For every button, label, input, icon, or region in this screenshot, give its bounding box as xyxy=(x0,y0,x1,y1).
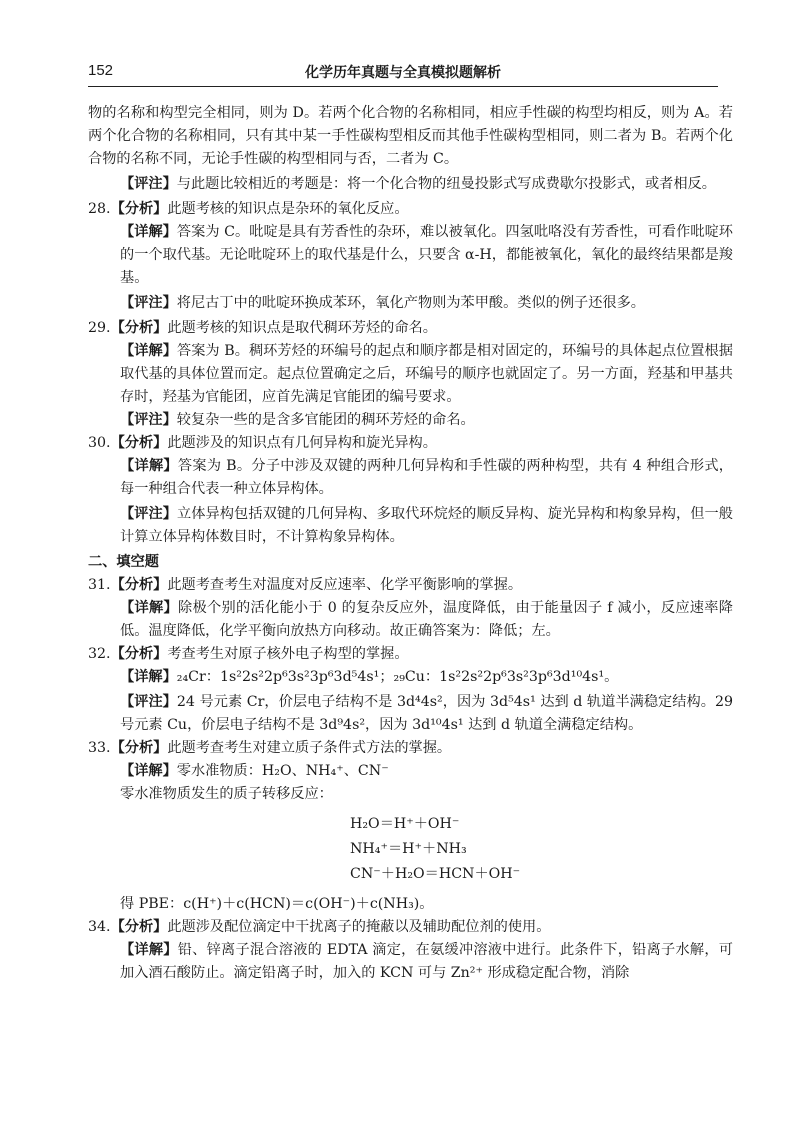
detail-text: 答案为 B。分子中涉及双键的两种几何异构和手性碳的两种构型，共有 4 种组合形式，每一种组合代表一种立体异构体。 xyxy=(120,458,733,497)
page-number: 152 xyxy=(88,62,114,79)
q31-analysis xyxy=(88,574,733,597)
page-body xyxy=(88,102,733,985)
detail-tag: 【详解】 xyxy=(120,942,178,958)
section-heading: 二、填空题 xyxy=(88,554,159,570)
q32-comment xyxy=(88,691,733,737)
analysis-tag: 【分析】 xyxy=(110,577,168,593)
q30-detail xyxy=(88,455,733,501)
question-number: 28. xyxy=(88,201,111,217)
comment-tag: 【评注】 xyxy=(120,295,177,311)
detail-text: 答案为 C。吡啶是具有芳香性的杂环，难以被氧化。四氢吡咯没有芳香性，可看作吡啶环的一个取代基。无论吡啶环上的取代基是什么，只要含 α-H，都能被氧化，氧化的最终结果都是羧基。 xyxy=(120,224,733,286)
analysis-text: 此题涉及的知识点有几何异构和旋光异构。 xyxy=(167,435,437,451)
analysis-text: 此题涉及配位滴定中干扰离子的掩蔽以及辅助配位剂的使用。 xyxy=(167,919,551,935)
detail-tag: 【详解】 xyxy=(120,763,177,779)
q33-pbe: 得 PBE：c(H⁺)＋c(HCN)＝c(OH⁻)＋c(NH₃)。 xyxy=(120,896,434,912)
q28-detail xyxy=(88,221,733,290)
q34-detail xyxy=(88,939,733,985)
detail-text: 铅、锌离子混合溶液的 EDTA 滴定，在氨缓冲溶液中进行。此条件下，铅离子水解，可加入酒石酸防止。滴定铅离子时，加入的 KCN 可与 Zn²⁺ 形成稳定配合物，消除 xyxy=(120,942,733,981)
analysis-tag: 【分析】 xyxy=(110,320,168,336)
q32-detail xyxy=(88,666,733,689)
q29-comment xyxy=(88,409,733,432)
detail-tag: 【详解】 xyxy=(120,343,177,359)
equation-2: NH₄⁺＝H⁺＋NH₃ xyxy=(350,841,467,857)
question-number: 34. xyxy=(88,919,111,935)
q30-analysis xyxy=(88,432,733,455)
detail-text: 零水准物质：H₂O、NH₄⁺、CN⁻ xyxy=(176,763,389,779)
comment-tag: 【评注】 xyxy=(120,412,177,428)
comment-text: 与此题比较相近的考题是：将一个化合物的纽曼投影式写成费歇尔投影式，或者相反。 xyxy=(176,176,716,192)
detail-tag: 【详解】 xyxy=(120,224,177,240)
comment-text: 较复杂一些的是含多官能团的稠环芳烃的命名。 xyxy=(176,412,475,428)
analysis-tag: 【分析】 xyxy=(110,435,168,451)
q28-comment xyxy=(88,292,733,315)
comment-text: 立体异构包括双键的几何异构、多取代环烷烃的顺反异构、旋光异构和构象异构，但一般计算立体异构体数目时，不计算构象异构体。 xyxy=(120,506,733,545)
analysis-text: 此题考查考生对建立质子条件式方法的掌握。 xyxy=(167,740,452,756)
analysis-tag: 【分析】 xyxy=(110,740,168,756)
detail-text: ₂₄Cr：1s²2s²2p⁶3s²3p⁶3d⁵4s¹；₂₉Cu：1s²2s²2p⁶3s²3p⁶3d¹⁰4s¹。 xyxy=(176,669,619,685)
q32-analysis xyxy=(88,643,733,666)
q31-detail xyxy=(88,597,733,643)
analysis-tag: 【分析】 xyxy=(110,919,168,935)
analysis-text: 此题考查考生对温度对反应速率、化学平衡影响的掌握。 xyxy=(167,577,523,593)
q30-comment xyxy=(88,503,733,549)
question-number: 32. xyxy=(88,646,111,662)
detail-text: 答案为 B。稠环芳烃的环编号的起点和顺序都是相对固定的，环编号的具体起点位置根据取代基的具体位置而定。起点位置确定之后，环编号的顺序也就固定了。另一方面，羟基和甲基共存时，羟基为官能团，应首先满足官能团的编号要求。 xyxy=(120,343,733,405)
detail-tag: 【详解】 xyxy=(120,600,178,616)
equation-block xyxy=(88,812,733,887)
detail-tag: 【详解】 xyxy=(120,669,177,685)
page-header xyxy=(88,60,718,87)
analysis-text: 考查考生对原子核外电子构型的掌握。 xyxy=(167,646,409,662)
equation-1: H₂O＝H⁺＋OH⁻ xyxy=(350,816,460,832)
comment-tag: 【评注】 xyxy=(120,694,177,710)
analysis-text: 此题考核的知识点是杂环的氧化反应。 xyxy=(167,201,409,217)
question-number: 31. xyxy=(88,577,111,593)
q28-analysis xyxy=(88,198,733,221)
analysis-tag: 【分析】 xyxy=(110,646,168,662)
q29-detail xyxy=(88,340,733,409)
q34-analysis xyxy=(88,916,733,939)
running-title: 化学历年真题与全真模拟题解析 xyxy=(305,65,501,81)
question-number: 33. xyxy=(88,740,111,756)
question-number: 30. xyxy=(88,435,111,451)
comment-tag: 【评注】 xyxy=(120,506,178,522)
question-number: 29. xyxy=(88,320,111,336)
comment-text: 将尼古丁中的吡啶环换成苯环，氧化产物则为苯甲酸。类似的例子还很多。 xyxy=(176,295,645,311)
comment-tag: 【评注】 xyxy=(120,176,177,192)
q33-line2: 零水准物质发生的质子转移反应： xyxy=(120,786,333,802)
comment-text: 24 号元素 Cr，价层电子结构不是 3d⁴4s²，因为 3d⁵4s¹ 达到 d 轨道半满稳定结构。29 号元素 Cu，价层电子结构不是 3d⁹4s²，因为 3d¹⁰4s¹ 达到 d 轨道全满稳定结构。 xyxy=(120,694,733,733)
q33-analysis xyxy=(88,737,733,760)
q29-analysis xyxy=(88,317,733,340)
detail-text: 除极个别的活化能小于 0 的复杂反应外，温度降低，由于能量因子 f 减小，反应速率降低。温度降低，化学平衡向放热方向移动。故正确答案为：降低；左。 xyxy=(120,600,733,639)
q33-detail xyxy=(88,760,733,783)
detail-tag: 【详解】 xyxy=(120,458,178,474)
intro-paragraph: 物的名称和构型完全相同，则为 D。若两个化合物的名称相同，相应手性碳的构型均相反，则为 A。若两个化合物的名称相同，只有其中某一手性碳构型相反而其他手性碳构型相同，则二者为 B。若两个化合物的名称不同，无论手性碳的构型相同与否，二者为 C。 xyxy=(88,105,733,167)
analysis-tag: 【分析】 xyxy=(110,201,168,217)
equation-3: CN⁻＋H₂O＝HCN＋OH⁻ xyxy=(350,866,521,882)
analysis-text: 此题考核的知识点是取代稠环芳烃的命名。 xyxy=(167,320,437,336)
intro-comment xyxy=(88,173,733,196)
